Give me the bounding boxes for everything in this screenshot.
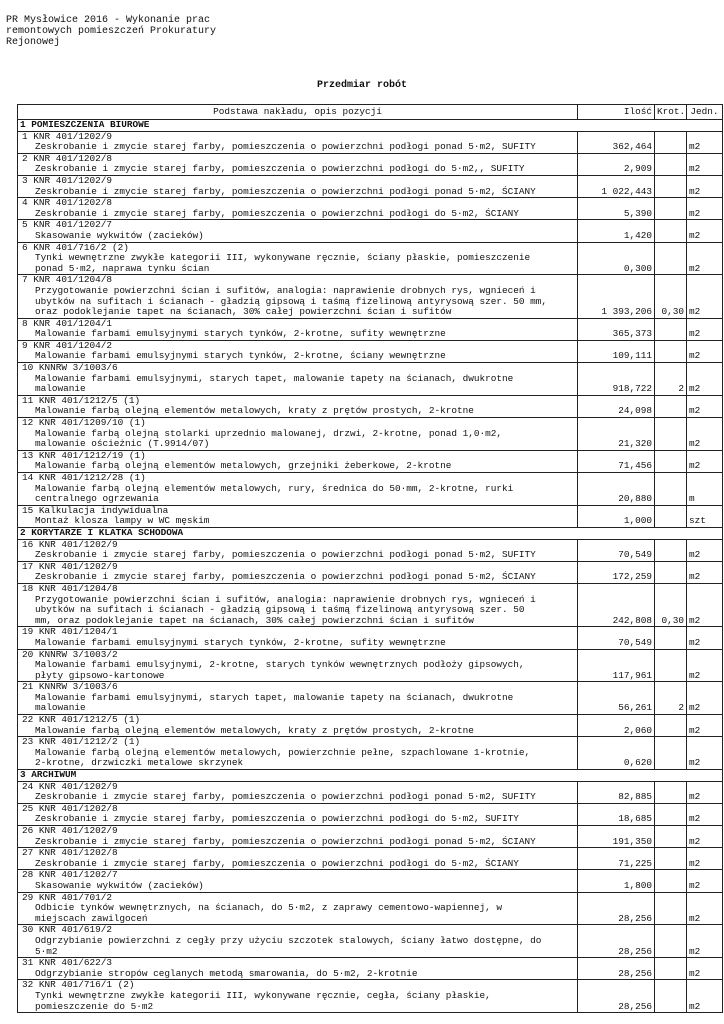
position-code: 6 KNR 401/716/2 (2) xyxy=(22,242,129,253)
table-row xyxy=(18,737,723,770)
unit-cell: m2 xyxy=(687,803,723,825)
unit-cell: m2 xyxy=(687,275,723,318)
unit-cell: m2 xyxy=(687,583,723,626)
position-description-cell xyxy=(18,826,578,848)
multiplier-cell xyxy=(655,198,687,220)
position-description-cell xyxy=(18,870,578,892)
table-row xyxy=(18,131,723,153)
header-line: remontowych pomieszczeń Prokuratury xyxy=(6,26,217,37)
position-code: 24 KNR 401/1202/9 xyxy=(22,781,118,792)
position-code: 30 KNR 401/619/2 xyxy=(22,924,113,936)
position-description-line: Malowanie farbami emulsyjnymi, starych tapet, malowanie tapety na ścianach, dwukrotne xyxy=(35,691,514,703)
position-code: 4 KNR 401/1202/8 xyxy=(22,197,113,209)
multiplier-cell xyxy=(655,418,687,451)
quantity-cell: 918,722 xyxy=(578,363,655,396)
unit-cell: m2 xyxy=(687,627,723,649)
quantity-cell: 0,620 xyxy=(578,737,655,770)
position-description-line: Malowanie farbą olejną elementów metalowych, kraty z prętów prostych, 2-krotne xyxy=(35,724,474,736)
position-description-cell xyxy=(18,340,578,362)
unit-cell: m2 xyxy=(687,715,723,737)
position-description-line: Zeskrobanie i zmycie starej farby, pomieszczenia o powierzchni podłogi ponad 5·m2, ŚCIANY xyxy=(35,835,536,847)
unit-cell: m2 xyxy=(687,395,723,417)
position-description-line: Malowanie farbami emulsyjnymi, 2-krotne, starych tynków wewnętrznych podłoży gipsowych, xyxy=(35,659,525,671)
unit-cell: m2 xyxy=(687,925,723,958)
quantity-cell: 191,350 xyxy=(578,826,655,848)
unit-cell: m2 xyxy=(687,153,723,175)
position-description-line: Zeskrobanie i zmycie starej farby, pomieszczenia o powierzchni podłogi ponad 5·m2, SUFITY xyxy=(35,549,536,561)
table-row xyxy=(18,220,723,242)
unit-cell: m xyxy=(687,473,723,506)
table-row xyxy=(18,803,723,825)
multiplier-cell xyxy=(655,450,687,472)
position-code: 18 KNR 401/1204/8 xyxy=(22,583,118,594)
position-description-line: malowanie xyxy=(35,383,86,395)
table-row xyxy=(18,870,723,892)
position-code: 8 KNR 401/1204/1 xyxy=(22,318,113,329)
multiplier-cell xyxy=(655,561,687,583)
table-row xyxy=(18,892,723,925)
document-header xyxy=(6,15,216,48)
multiplier-cell xyxy=(655,175,687,197)
section-row xyxy=(18,770,723,782)
position-description-cell xyxy=(18,958,578,980)
multiplier-cell xyxy=(655,627,687,649)
table-row xyxy=(18,958,723,980)
position-description-cell xyxy=(18,418,578,451)
position-code: 1 KNR 401/1202/9 xyxy=(22,131,113,142)
multiplier-cell xyxy=(655,340,687,362)
table-row xyxy=(18,539,723,561)
position-code: 12 KNR 401/1209/10 (1) xyxy=(22,417,146,429)
position-description-line: Malowanie farbą olejną elementów metalowych, kraty z prętów prostych, 2-krotne xyxy=(35,405,474,417)
unit-cell: m2 xyxy=(687,450,723,472)
position-description-line: Skasowanie wykwitów (zacieków) xyxy=(35,879,204,891)
unit-cell: m2 xyxy=(687,175,723,197)
quantity-cell: 242,808 xyxy=(578,583,655,626)
quantity-cell: 20,880 xyxy=(578,473,655,506)
quantity-cell: 1,000 xyxy=(578,505,655,527)
multiplier-cell xyxy=(655,980,687,1013)
multiplier-cell xyxy=(655,958,687,980)
position-description-cell xyxy=(18,627,578,649)
table-row xyxy=(18,627,723,649)
position-code: 9 KNR 401/1204/2 xyxy=(22,340,113,351)
section-row xyxy=(18,527,723,539)
document-title: Przedmiar robót xyxy=(316,80,407,91)
table-row xyxy=(18,649,723,682)
unit-cell: m2 xyxy=(687,131,723,153)
position-code: 17 KNR 401/1202/9 xyxy=(22,561,118,572)
position-description-line: Malowanie farbami emulsyjnymi starych tynków, 2-krotne, ściany wewnętrzne xyxy=(35,350,446,362)
position-code: 14 KNR 401/1212/28 (1) xyxy=(22,472,146,483)
unit-cell: m2 xyxy=(687,980,723,1013)
position-description-cell xyxy=(18,925,578,958)
table-row xyxy=(18,418,723,451)
table-row xyxy=(18,781,723,803)
position-code: 16 KNR 401/1202/9 xyxy=(22,539,118,550)
quantity-cell: 28,256 xyxy=(578,958,655,980)
position-code: 7 KNR 401/1204/8 xyxy=(22,274,113,286)
table-header-row xyxy=(18,105,723,120)
position-description-line: oraz podoklejanie tapet na ścianach, 30% całej powierzchni ścian i sufitów xyxy=(35,306,452,318)
position-code: 23 KNR 401/1212/2 (1) xyxy=(22,736,141,748)
column-header-unit: Jedn. xyxy=(687,105,723,120)
position-description-line: Malowanie farbami emulsyjnymi starych tynków, 2-krotne, sufity wewnętrzne xyxy=(35,328,446,340)
position-description-cell xyxy=(18,737,578,770)
table-row xyxy=(18,340,723,362)
table-row xyxy=(18,980,723,1013)
multiplier-cell xyxy=(655,220,687,242)
table-row xyxy=(18,925,723,958)
multiplier-cell xyxy=(655,318,687,340)
multiplier-cell xyxy=(655,925,687,958)
position-description-line: płyty gipsowo-kartonowe xyxy=(35,669,165,681)
position-code: 31 KNR 401/622/3 xyxy=(22,957,113,969)
position-description-line: malowanie xyxy=(35,702,86,714)
unit-cell: m2 xyxy=(687,418,723,451)
section-label: 3 ARCHIWUM xyxy=(18,770,723,782)
multiplier-cell xyxy=(655,473,687,506)
position-description-line: ubytków na sufitach i ścianach - gładzią gipsową i taśmą fizelinową antyrysową szer. 50 xyxy=(35,604,525,616)
position-description-cell xyxy=(18,153,578,175)
quantity-cell: 82,885 xyxy=(578,781,655,803)
position-description-line: Zeskrobanie i zmycie starej farby, pomieszczenia o powierzchni podłogi ponad 5·m2, ŚCIANY xyxy=(35,571,536,583)
position-description-cell xyxy=(18,561,578,583)
quantity-cell: 0,300 xyxy=(578,242,655,275)
position-description-line: Tynki wewnętrzne zwykłe kategorii III, wykonywane ręcznie, cegła, ściany płaskie, xyxy=(35,989,491,1001)
multiplier-cell xyxy=(655,803,687,825)
position-description-line: malowanie ościeżnic (T.9914/07) xyxy=(35,438,210,450)
multiplier-cell xyxy=(655,715,687,737)
position-description-line: Zeskrobanie i zmycie starej farby, pomieszczenia o powierzchni podłogi ponad 5·m2, SUFITY xyxy=(35,791,536,803)
position-code: 10 KNNRW 3/1003/6 xyxy=(22,362,118,374)
quantity-cell: 365,373 xyxy=(578,318,655,340)
quantity-cell: 117,961 xyxy=(578,649,655,682)
position-description-line: Malowanie farbami emulsyjnymi, starych tapet, malowanie tapety na ścianach, dwukrotne xyxy=(35,372,514,384)
table-row xyxy=(18,450,723,472)
table-body xyxy=(18,120,723,1013)
quantity-cell: 109,111 xyxy=(578,340,655,362)
position-description-line: 2-krotne, drzwiczki metalowe skrzynek xyxy=(35,757,244,769)
multiplier-cell xyxy=(655,153,687,175)
unit-cell: m2 xyxy=(687,848,723,870)
quantity-cell: 28,256 xyxy=(578,980,655,1013)
position-code: 5 KNR 401/1202/7 xyxy=(22,219,113,231)
multiplier-cell xyxy=(655,395,687,417)
position-description-cell xyxy=(18,848,578,870)
quantity-cell: 24,098 xyxy=(578,395,655,417)
position-description-cell xyxy=(18,781,578,803)
position-code: 19 KNR 401/1204/1 xyxy=(22,626,118,638)
position-description-cell xyxy=(18,220,578,242)
position-code: 32 KNR 401/716/1 (2) xyxy=(22,979,135,991)
position-description-line: 5·m2 xyxy=(35,945,58,957)
position-code: 13 KNR 401/1212/19 (1) xyxy=(22,450,146,461)
unit-cell: m2 xyxy=(687,340,723,362)
unit-cell: m2 xyxy=(687,682,723,715)
unit-cell: m2 xyxy=(687,318,723,340)
multiplier-cell: 0,30 xyxy=(655,275,687,318)
position-description-cell xyxy=(18,198,578,220)
position-code: 2 KNR 401/1202/8 xyxy=(22,153,113,164)
quantity-cell: 1,420 xyxy=(578,220,655,242)
position-description-line: Zeskrobanie i zmycie starej farby, pomieszczenia o powierzchni podłogi ponad 5·m2, ŚCIANY xyxy=(35,185,536,197)
position-description-line: miejscach zawilgoceń xyxy=(35,912,148,924)
quantity-cell: 21,320 xyxy=(578,418,655,451)
position-description-cell xyxy=(18,395,578,417)
position-description-cell xyxy=(18,539,578,561)
position-description-line: Malowanie farbą olejną elementów metalowych, powierzchnie pełne, szpachlowane 1-krotnie, xyxy=(35,746,531,758)
quantity-cell: 1 393,206 xyxy=(578,275,655,318)
table-row xyxy=(18,242,723,275)
multiplier-cell xyxy=(655,826,687,848)
multiplier-cell: 0,30 xyxy=(655,583,687,626)
position-description-cell xyxy=(18,131,578,153)
unit-cell: m2 xyxy=(687,198,723,220)
unit-cell: m2 xyxy=(687,958,723,980)
position-description-line: Skasowanie wykwitów (zacieków) xyxy=(35,229,204,241)
quantity-cell: 1 022,443 xyxy=(578,175,655,197)
quantity-cell: 2,909 xyxy=(578,153,655,175)
position-description-cell xyxy=(18,649,578,682)
position-code: 28 KNR 401/1202/7 xyxy=(22,869,118,881)
multiplier-cell xyxy=(655,649,687,682)
table-row xyxy=(18,473,723,506)
position-description-line: Przygotowanie powierzchni ścian i sufitów, analogia: naprawienie drobnych rys, wgnieceń i xyxy=(35,593,536,605)
column-header-description: Podstawa nakładu, opis pozycji xyxy=(18,105,578,120)
position-description-line: ubytków na sufitach i ścianach - gładzią gipsową i taśmą fizelinową antyrysową szer. 50 mm, xyxy=(35,295,547,307)
multiplier-cell xyxy=(655,539,687,561)
position-description-cell xyxy=(18,275,578,318)
table-row xyxy=(18,715,723,737)
position-description-cell xyxy=(18,318,578,340)
position-description-cell xyxy=(18,363,578,396)
quantity-cell: 70,549 xyxy=(578,627,655,649)
section-label: 1 POMIESZCZENIA BIUROWE xyxy=(18,120,723,132)
position-description-cell xyxy=(18,473,578,506)
position-description-cell xyxy=(18,980,578,1013)
position-code: 15 Kalkulacja indywidualna xyxy=(22,505,169,516)
position-description-line: centralnego ogrzewania xyxy=(35,493,159,505)
position-description-line: ponad 5·m2, naprawa tynku ścian xyxy=(35,262,210,274)
position-description-cell xyxy=(18,682,578,715)
table-row xyxy=(18,198,723,220)
position-description-line: Malowanie farbą olejną elementów metalowych, rury, średnica do 50·mm, 2-krotne, rurki xyxy=(35,482,514,494)
position-description-line: Malowanie farbą olejną stolarki uprzednio malowanej, drzwi, 2-krotne, ponad 1,0·m2, xyxy=(35,427,502,439)
quantity-cell: 71,225 xyxy=(578,848,655,870)
position-code: 21 KNNRW 3/1003/6 xyxy=(22,681,118,693)
position-code: 25 KNR 401/1202/8 xyxy=(22,803,118,814)
quantity-cell: 172,259 xyxy=(578,561,655,583)
bill-of-quantities-table xyxy=(17,104,723,1013)
position-description-cell xyxy=(18,505,578,527)
position-code: 20 KNNRW 3/1003/2 xyxy=(22,649,118,660)
position-code: 22 KNR 401/1212/5 (1) xyxy=(22,714,141,726)
table-row xyxy=(18,505,723,527)
table-row xyxy=(18,682,723,715)
unit-cell: m2 xyxy=(687,561,723,583)
multiplier-cell xyxy=(655,242,687,275)
position-description-line: Odgrzybianie powierzchni z cegły przy użyciu szczotek stalowych, ściany łatwo dostępne, do xyxy=(35,934,542,946)
header-line: Rejonowej xyxy=(6,37,61,48)
table-row xyxy=(18,583,723,626)
position-description-line: Zeskrobanie i zmycie starej farby, pomieszczenia o powierzchni podłogi do 5·m2, ŚCIANY xyxy=(35,207,519,219)
position-description-cell xyxy=(18,715,578,737)
unit-cell: m2 xyxy=(687,242,723,275)
column-header-multiplier: Krot. xyxy=(655,105,687,120)
unit-cell: m2 xyxy=(687,649,723,682)
position-description-line: Montaż klosza lampy w WC męskim xyxy=(35,515,210,527)
multiplier-cell xyxy=(655,131,687,153)
unit-cell: m2 xyxy=(687,220,723,242)
table-row xyxy=(18,175,723,197)
table-row xyxy=(18,848,723,870)
multiplier-cell: 2 xyxy=(655,363,687,396)
unit-cell: m2 xyxy=(687,539,723,561)
quantity-cell: 2,060 xyxy=(578,715,655,737)
table-row xyxy=(18,318,723,340)
multiplier-cell xyxy=(655,781,687,803)
multiplier-cell xyxy=(655,737,687,770)
unit-cell: m2 xyxy=(687,737,723,770)
position-code: 26 KNR 401/1202/9 xyxy=(22,825,118,836)
position-description-cell xyxy=(18,892,578,925)
position-description-line: Malowanie farbami emulsyjnymi starych tynków, 2-krotne, sufity wewnętrzne xyxy=(35,636,446,648)
table-row xyxy=(18,561,723,583)
unit-cell: szt xyxy=(687,505,723,527)
quantity-cell: 28,256 xyxy=(578,925,655,958)
quantity-cell: 28,256 xyxy=(578,892,655,925)
column-header-quantity: Ilość xyxy=(578,105,655,120)
table-row xyxy=(18,826,723,848)
position-description-line: Zeskrobanie i zmycie starej farby, pomieszczenia o powierzchni podłogi do 5·m2,, SUFITY xyxy=(35,163,525,175)
section-label: 2 KORYTARZE I KLATKA SCHODOWA xyxy=(18,527,723,539)
position-description-cell xyxy=(18,583,578,626)
quantity-cell: 56,261 xyxy=(578,682,655,715)
unit-cell: m2 xyxy=(687,781,723,803)
position-code: 3 KNR 401/1202/9 xyxy=(22,175,113,186)
position-description-line: Odbicie tynków wewnętrznych, na ścianach, do 5·m2, z zaprawy cementowo-wapiennej, w xyxy=(35,902,502,914)
position-description-cell xyxy=(18,450,578,472)
quantity-cell: 362,464 xyxy=(578,131,655,153)
position-description-line: pomieszczenie do 5·m2 xyxy=(35,1000,154,1012)
position-code: 29 KNR 401/701/2 xyxy=(22,892,113,903)
unit-cell: m2 xyxy=(687,826,723,848)
position-description-cell xyxy=(18,242,578,275)
quantity-cell: 1,800 xyxy=(578,870,655,892)
table-row xyxy=(18,153,723,175)
multiplier-cell xyxy=(655,892,687,925)
unit-cell: m2 xyxy=(687,870,723,892)
position-description-line: Malowanie farbą olejną elementów metalowych, grzejniki żeberkowe, 2-krotne xyxy=(35,460,452,472)
quantity-cell: 70,549 xyxy=(578,539,655,561)
position-description-cell xyxy=(18,175,578,197)
table-row xyxy=(18,363,723,396)
multiplier-cell xyxy=(655,848,687,870)
position-description-line: Zeskrobanie i zmycie starej farby, pomieszczenia o powierzchni podłogi do 5·m2, SUFITY xyxy=(35,813,519,825)
multiplier-cell xyxy=(655,505,687,527)
table-row xyxy=(18,275,723,318)
table-row xyxy=(18,395,723,417)
position-description-line: Odgrzybianie stropów ceglanych metodą smarowania, do 5·m2, 2-krotnie xyxy=(35,967,418,979)
multiplier-cell: 2 xyxy=(655,682,687,715)
quantity-cell: 71,456 xyxy=(578,450,655,472)
position-description-line: Zeskrobanie i zmycie starej farby, pomieszczenia o powierzchni podłogi ponad 5·m2, SUFITY xyxy=(35,141,536,153)
unit-cell: m2 xyxy=(687,892,723,925)
quantity-cell: 18,685 xyxy=(578,803,655,825)
header-line: PR Mysłowice 2016 - Wykonanie prac xyxy=(6,15,211,26)
position-code: 11 KNR 401/1212/5 (1) xyxy=(22,395,141,406)
position-description-line: mm, oraz podoklejanie tapet na ścianach, 30% całej powierzchni ścian i sufitów xyxy=(35,614,474,626)
position-code: 27 KNR 401/1202/8 xyxy=(22,847,118,859)
quantity-cell: 5,390 xyxy=(578,198,655,220)
position-description-cell xyxy=(18,803,578,825)
position-description-line: Zeskrobanie i zmycie starej farby, pomieszczenia o powierzchni podłogi do 5·m2, ŚCIANY xyxy=(35,857,519,869)
unit-cell: m2 xyxy=(687,363,723,396)
position-description-line: Tynki wewnętrzne zwykłe kategorii III, wykonywane ręcznie, ściany płaskie, pomieszczenie xyxy=(35,252,531,264)
multiplier-cell xyxy=(655,870,687,892)
position-description-line: Przygotowanie powierzchni ścian i sufitów, analogia: naprawienie drobnych rys, wgnieceń i xyxy=(35,284,536,296)
section-row xyxy=(18,120,723,132)
